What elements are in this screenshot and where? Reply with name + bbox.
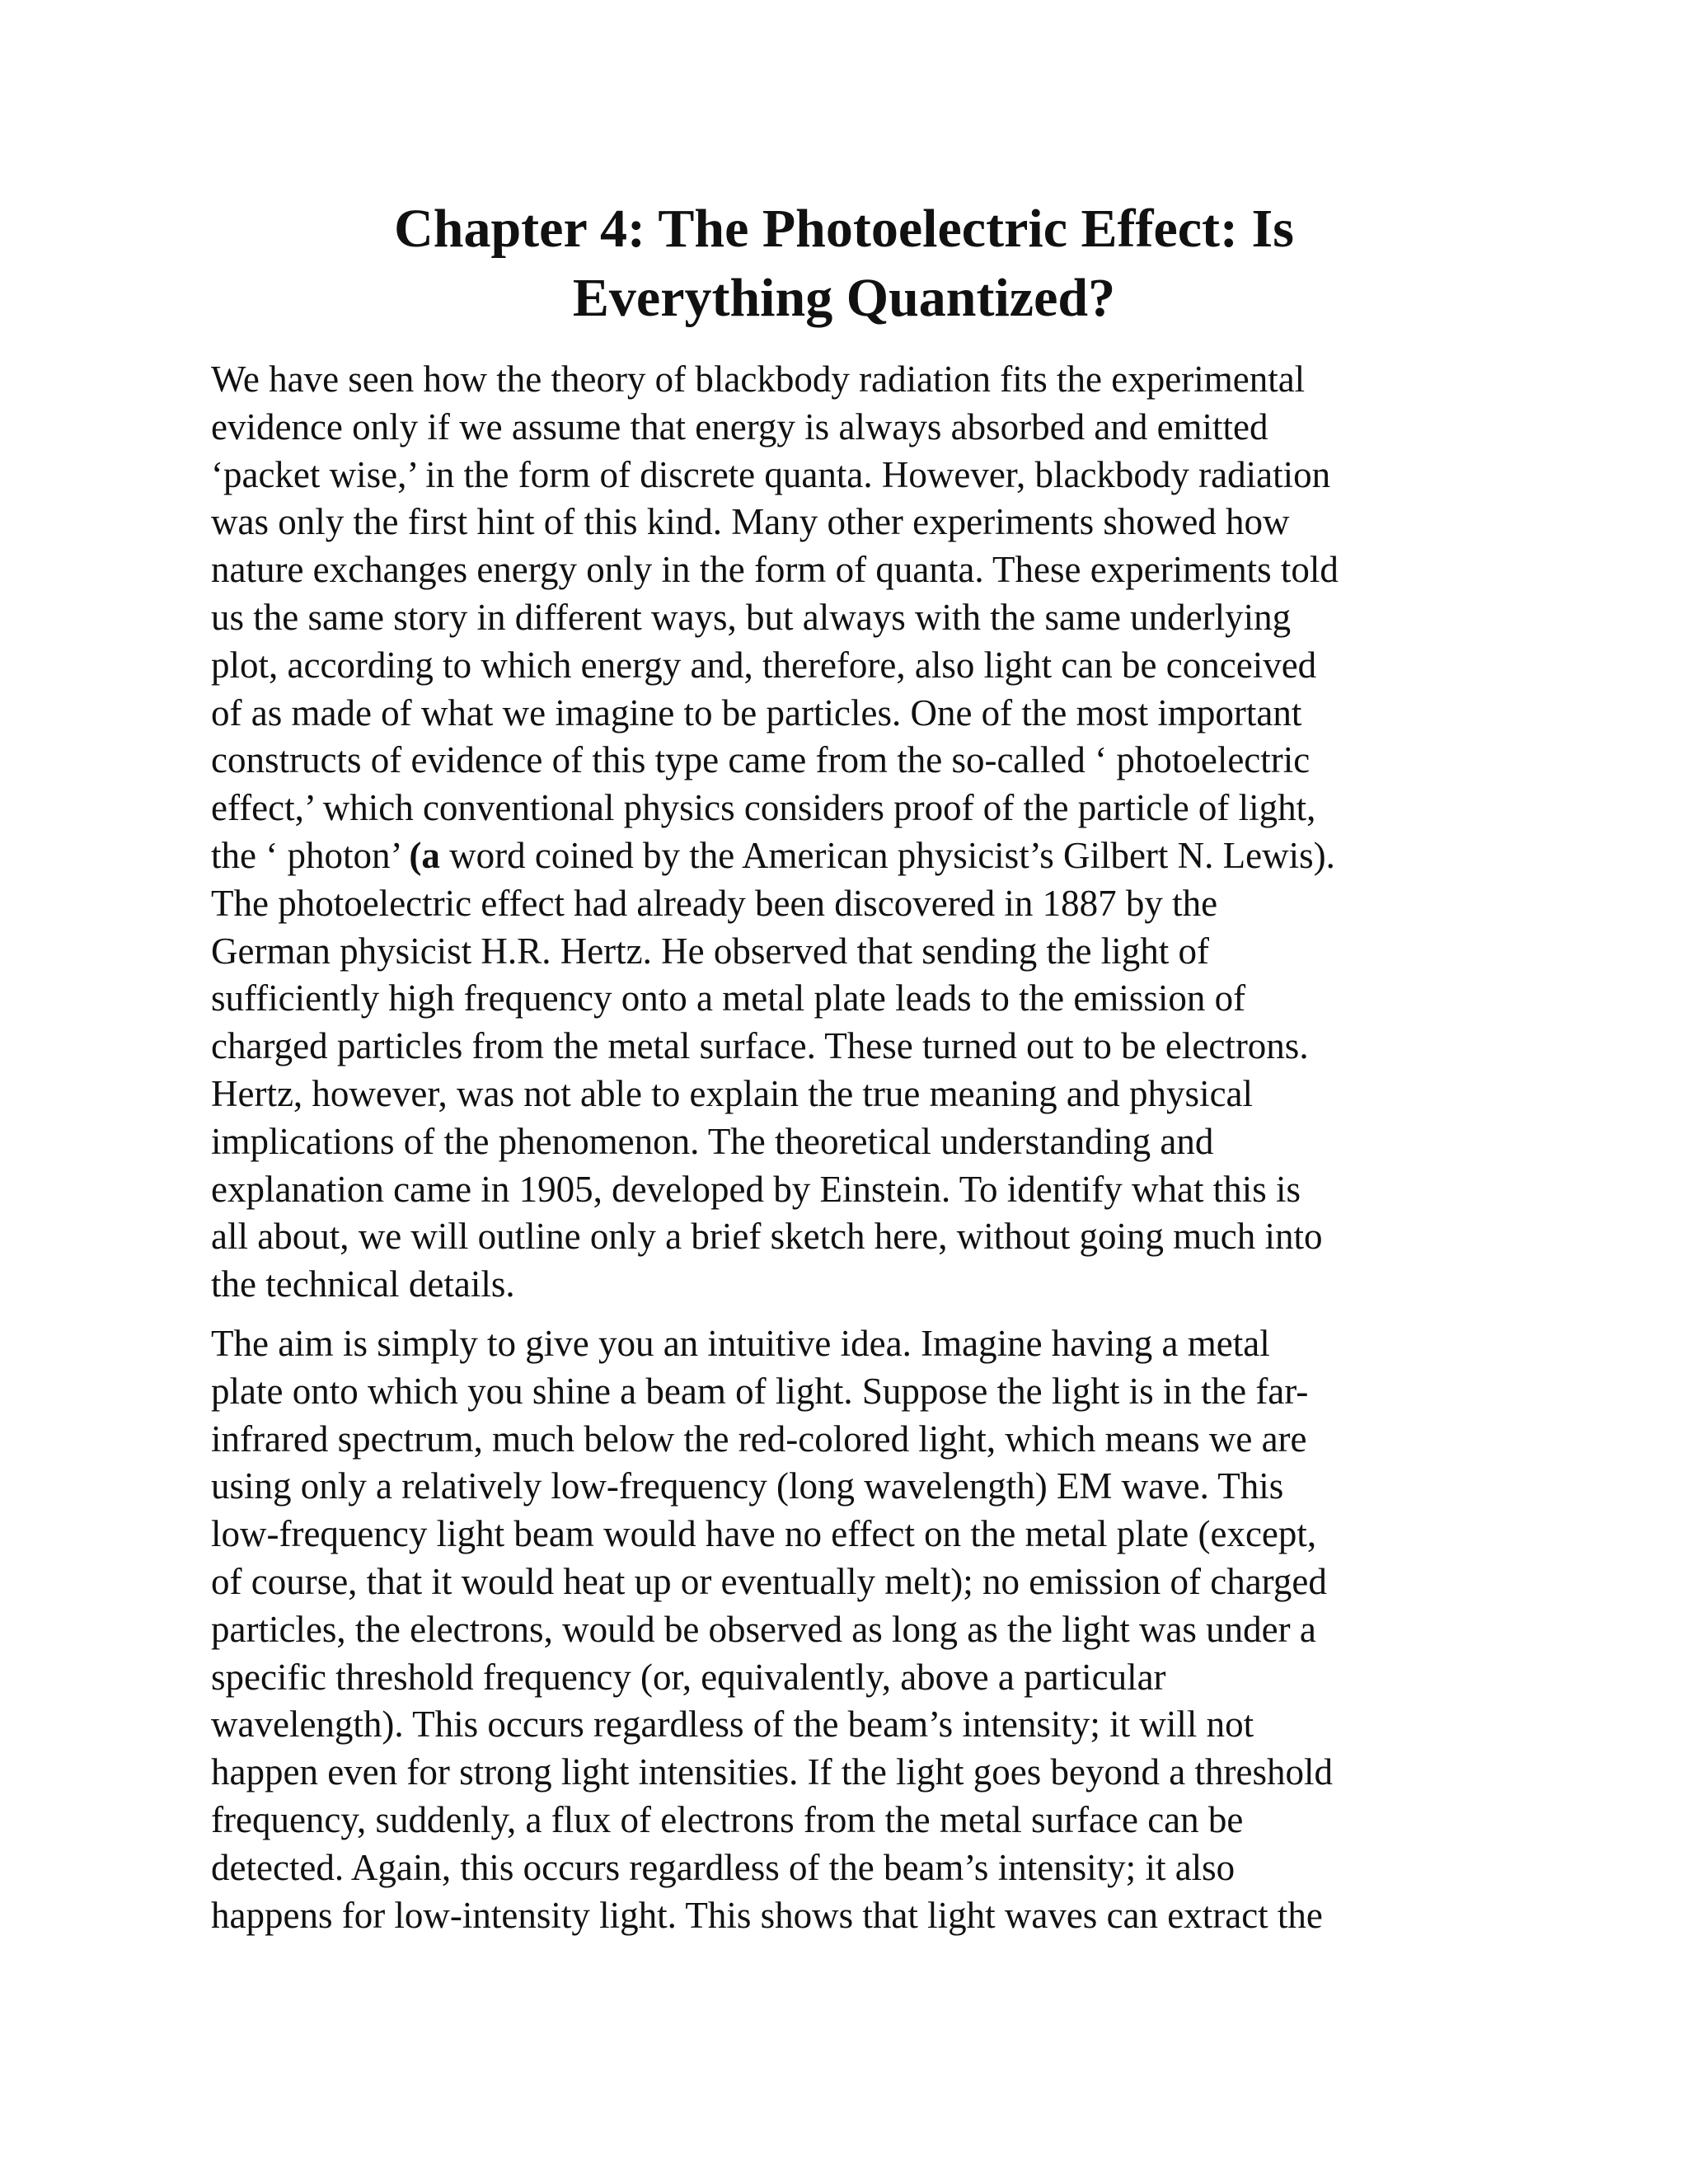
text-run: the ‘ photon’: [211, 834, 410, 876]
text-line: explanation came in 1905, developed by Einstein. To identify what this is: [211, 1168, 1301, 1210]
text-line: was only the first hint of this kind. Many other experiments showed how: [211, 501, 1290, 543]
text-line: nature exchanges energy only in the form of quanta. These experiments told: [211, 549, 1339, 591]
text-line: implications of the phenomenon. The theoretical understanding and: [211, 1120, 1214, 1162]
text-line: German physicist H.R. Hertz. He observed that sending the light of: [211, 930, 1209, 972]
chapter-title: [211, 194, 1477, 333]
text-line: all about, we will outline only a brief sketch here, without going much into: [211, 1216, 1323, 1258]
chapter-title-line-2: Everything Quantized?: [572, 268, 1116, 328]
text-line: plot, according to which energy and, therefore, also light can be conceived: [211, 644, 1317, 686]
text-line: happens for low-intensity light. This shows that light waves can extract the: [211, 1894, 1323, 1936]
text-line: effect,’ which conventional physics considers proof of the particle of light,: [211, 787, 1316, 829]
text-line: charged particles from the metal surface. These turned out to be electrons.: [211, 1025, 1309, 1067]
text-line: plate onto which you shine a beam of light. Suppose the light is in the far-: [211, 1370, 1309, 1412]
text-run: word coined by the American physicist’s Gilbert N. Lewis).: [439, 834, 1335, 876]
text-line: us the same story in different ways, but always with the same underlying: [211, 596, 1292, 638]
text-line: infrared spectrum, much below the red-colored light, which means we are: [211, 1418, 1307, 1460]
text-line: using only a relatively low-frequency (long wavelength) EM wave. This: [211, 1465, 1284, 1507]
paragraph-2: [211, 1320, 1497, 1939]
text-line: low-frequency light beam would have no effect on the metal plate (except,: [211, 1513, 1317, 1555]
text-line: We have seen how the theory of blackbody radiation fits the experimental: [211, 359, 1306, 400]
text-line: ‘packet wise,’ in the form of discrete quanta. However, blackbody radiation: [211, 453, 1331, 495]
text-line: of as made of what we imagine to be particles. One of the most important: [211, 691, 1302, 733]
text-line: The aim is simply to give you an intuitive idea. Imagine having a metal: [211, 1322, 1270, 1364]
bold-text-run: (a: [409, 834, 440, 876]
text-line: evidence only if we assume that energy is always absorbed and emitted: [211, 405, 1268, 448]
text-line: The photoelectric effect had already been discovered in 1887 by the: [211, 882, 1218, 924]
text-line: wavelength). This occurs regardless of the beam’s intensity; it will not: [211, 1704, 1254, 1746]
text-line: frequency, suddenly, a flux of electrons from the metal surface can be: [211, 1798, 1244, 1840]
text-line: specific threshold frequency (or, equivalently, above a particular: [211, 1656, 1166, 1698]
text-line-photon: [211, 832, 1497, 880]
text-line: the technical details.: [211, 1263, 515, 1305]
text-line: Hertz, however, was not able to explain the true meaning and physical: [211, 1072, 1254, 1114]
text-line: happen even for strong light intensities. If the light goes beyond a threshold: [211, 1751, 1333, 1793]
text-line: sufficiently high frequency onto a metal plate leads to the emission of: [211, 977, 1246, 1019]
body-text: [211, 356, 1497, 1951]
text-line: detected. Again, this occurs regardless of the beam’s intensity; it also: [211, 1846, 1236, 1888]
paragraph-1: [211, 356, 1497, 1309]
chapter-title-line-1: Chapter 4: The Photoelectric Effect: Is: [394, 199, 1294, 259]
text-line: particles, the electrons, would be observed as long as the light was under a: [211, 1608, 1316, 1650]
text-line: constructs of evidence of this type came from the so-called ‘ photoelectric: [211, 739, 1311, 781]
text-line: of course, that it would heat up or eventually melt); no emission of charged: [211, 1560, 1327, 1602]
